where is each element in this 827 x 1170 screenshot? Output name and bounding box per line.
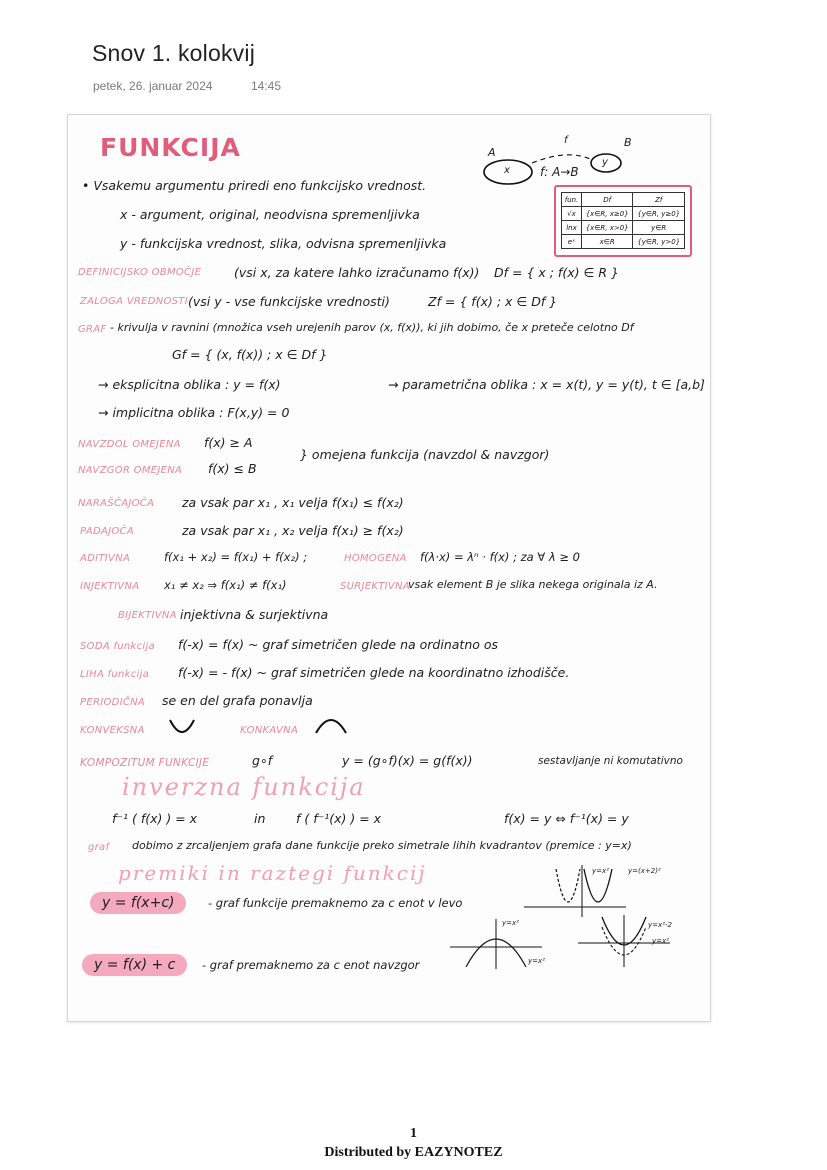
additive-eq: f(x₁ + x₂) = f(x₁) + f(x₂) ; xyxy=(164,550,308,564)
convex-curve-icon xyxy=(168,718,196,736)
homogeneous-eq: f(λ·x) = λⁿ · f(x) ; za ∀ λ ≥ 0 xyxy=(420,550,580,564)
inverse-eq-3: f(x) = y ⇔ f⁻¹(x) = y xyxy=(504,811,629,826)
term-injective: INJEKTIVNA xyxy=(80,581,140,592)
table-header: fun. xyxy=(562,193,582,207)
term-odd: LIHA funkcija xyxy=(80,669,150,680)
term-bounded-below: NAVZDOL OMEJENA xyxy=(78,439,181,450)
mapping-y: y xyxy=(602,157,608,168)
table-cell: x∈R xyxy=(581,235,633,249)
table-cell: lnx xyxy=(562,221,582,235)
page-date: petek, 26. januar 2024 xyxy=(93,79,213,93)
inverse-eq-1: f⁻¹ ( f(x) ) = x xyxy=(112,811,198,826)
term-concave: KONKAVNA xyxy=(240,725,299,736)
table-header: Df xyxy=(581,193,633,207)
bounded-below-eq: f(x) ≥ A xyxy=(204,435,253,450)
decreasing-desc: za vsak par x₁ , x₂ velja f(x₁) ≥ f(x₂) xyxy=(182,523,404,538)
definition-line: • Vsakemu argumentu priredi eno funkcijsko vrednost. xyxy=(82,178,427,193)
graph-set: Gf = { (x, f(x)) ; x ∈ Df } xyxy=(172,347,328,362)
bounded-above-eq: f(x) ≤ B xyxy=(208,461,257,476)
explicit-form: → eksplicitna oblika : y = f(x) xyxy=(98,377,281,392)
concave-curve-icon xyxy=(314,715,348,735)
table-cell: {x∈R, x≥0} xyxy=(581,207,633,221)
composition-symbol: g∘f xyxy=(252,753,273,768)
term-convex: KONVEKSNA xyxy=(80,725,145,736)
table-cell: eˣ xyxy=(562,235,582,249)
odd-desc: f(-x) = - f(x) ~ graf simetričen glede na koordinatno izhodišče. xyxy=(178,665,570,680)
shift-up-box: y = f(x) + c xyxy=(82,954,187,976)
term-bijective: BIJEKTIVNA xyxy=(118,610,177,621)
table-row xyxy=(562,207,685,221)
page-title: Snov 1. kolokvij xyxy=(92,40,255,66)
term-increasing: NARAŠČAJOČA xyxy=(78,498,155,509)
sketch3-label-b: y=x² xyxy=(652,937,669,945)
mapping-formula: f: A→B xyxy=(540,165,579,179)
parametric-form: → parametrična oblika : x = x(t), y = y(t), t ∈ [a,b] xyxy=(388,377,705,392)
composition-note: sestavljanje ni komutativno xyxy=(538,755,683,767)
implicit-form: → implicitna oblika : F(x,y) = 0 xyxy=(98,405,290,420)
table-cell: √x xyxy=(562,207,582,221)
mapping-label-b: B xyxy=(624,136,632,149)
term-additive: ADITIVNA xyxy=(80,553,131,564)
range-eq: Zf = { f(x) ; x ∈ Df } xyxy=(428,294,558,309)
table-cell: {y∈R, y>0} xyxy=(633,235,685,249)
domain-desc: (vsi x, za katere lahko izračunamo f(x)) xyxy=(234,265,480,280)
table-cell: y∈R xyxy=(633,221,685,235)
handwritten-note-image xyxy=(67,114,711,1022)
note-heading: FUNKCIJA xyxy=(100,133,241,162)
term-decreasing: PADAJOČA xyxy=(80,526,134,537)
page-time: 14:45 xyxy=(251,79,282,93)
graph-desc: - krivulja v ravnini (množica vseh urejenih parov (x, f(x)), ki jih dobimo, če x preteče celotno Df xyxy=(110,321,634,334)
increasing-desc: za vsak par x₁ , x₁ velja f(x₁) ≤ f(x₂) xyxy=(182,495,404,510)
domain-eq: Df = { x ; f(x) ∈ R } xyxy=(494,265,619,280)
bounded-note: } omejena funkcija (navzdol & navzgor) xyxy=(300,447,550,462)
table-cell: {x∈R, x>0} xyxy=(581,221,633,235)
mapping-label-a: A xyxy=(488,146,496,159)
table-header-row xyxy=(562,193,685,207)
sketch3-label-a: y=x²-2 xyxy=(648,921,672,929)
shift-left-desc: - graf funkcije premaknemo za c enot v levo xyxy=(208,896,463,910)
table-row xyxy=(562,235,685,249)
bijective-desc: injektivna & surjektivna xyxy=(180,607,329,622)
term-graph-inverse: graf xyxy=(88,842,110,853)
sketch2-label-b: y=x² xyxy=(528,957,545,965)
distributed-by: Distributed by EAZYNOTEZ xyxy=(324,1145,503,1160)
shift-left-sketch-icon xyxy=(520,863,630,919)
inverse-in: in xyxy=(254,811,266,826)
injective-eq: x₁ ≠ x₂ ⇒ f(x₁) ≠ f(x₁) xyxy=(164,578,287,592)
term-domain: DEFINICIJSKO OBMOČJE xyxy=(78,267,202,278)
table-header: Zf xyxy=(633,193,685,207)
shift-title: premiki in raztegi funkcij xyxy=(118,861,427,885)
term-even: SODA funkcija xyxy=(80,641,156,652)
mapping-label-f: f xyxy=(564,135,568,146)
inverse-eq-2: f ( f⁻¹(x) ) = x xyxy=(296,811,382,826)
domain-table xyxy=(554,185,692,257)
term-composition: KOMPOZITUM FUNKCIJE xyxy=(80,757,210,769)
even-desc: f(-x) = f(x) ~ graf simetričen glede na ordinatno os xyxy=(178,637,499,652)
table-cell: {y∈R, y≥0} xyxy=(633,207,685,221)
composition-eq: y = (g∘f)(x) = g(f(x)) xyxy=(342,753,473,768)
inverse-title: inverzna funkcija xyxy=(122,773,366,801)
sketch2-label-a: y=x² xyxy=(502,919,519,927)
argument-line: x - argument, original, neodvisna spremenljivka xyxy=(120,207,420,222)
mapping-x: x xyxy=(504,165,510,176)
inverse-graph-desc: dobimo z zrcaljenjem grafa dane funkcije preko simetrale lihih kvadrantov (premice : y=x) xyxy=(132,839,632,852)
shift-left-box: y = f(x+c) xyxy=(90,892,186,914)
periodic-desc: se en del grafa ponavlja xyxy=(162,693,313,708)
term-graph: GRAF xyxy=(78,324,107,335)
term-range: ZALOGA VREDNOSTI xyxy=(80,296,188,307)
surjective-desc: vsak element B je slika nekega originala iz A. xyxy=(408,578,658,591)
shift-up-desc: - graf premaknemo za c enot navzgor xyxy=(202,958,420,972)
sketch1-label-b: y=x² xyxy=(592,867,609,875)
page-number: 1 xyxy=(410,1126,417,1141)
term-periodic: PERIODIČNA xyxy=(80,697,146,708)
table-row xyxy=(562,221,685,235)
term-surjective: SURJEKTIVNA xyxy=(340,581,410,592)
term-homogeneous: HOMOGENA xyxy=(344,553,407,564)
sketch1-label-a: y=(x+2)² xyxy=(628,867,661,875)
term-bounded-above: NAVZGOR OMEJENA xyxy=(78,465,183,476)
range-desc: (vsi y - vse funkcijske vrednosti) xyxy=(188,294,390,309)
value-line: y - funkcijska vrednost, slika, odvisna spremenljivka xyxy=(120,236,447,251)
